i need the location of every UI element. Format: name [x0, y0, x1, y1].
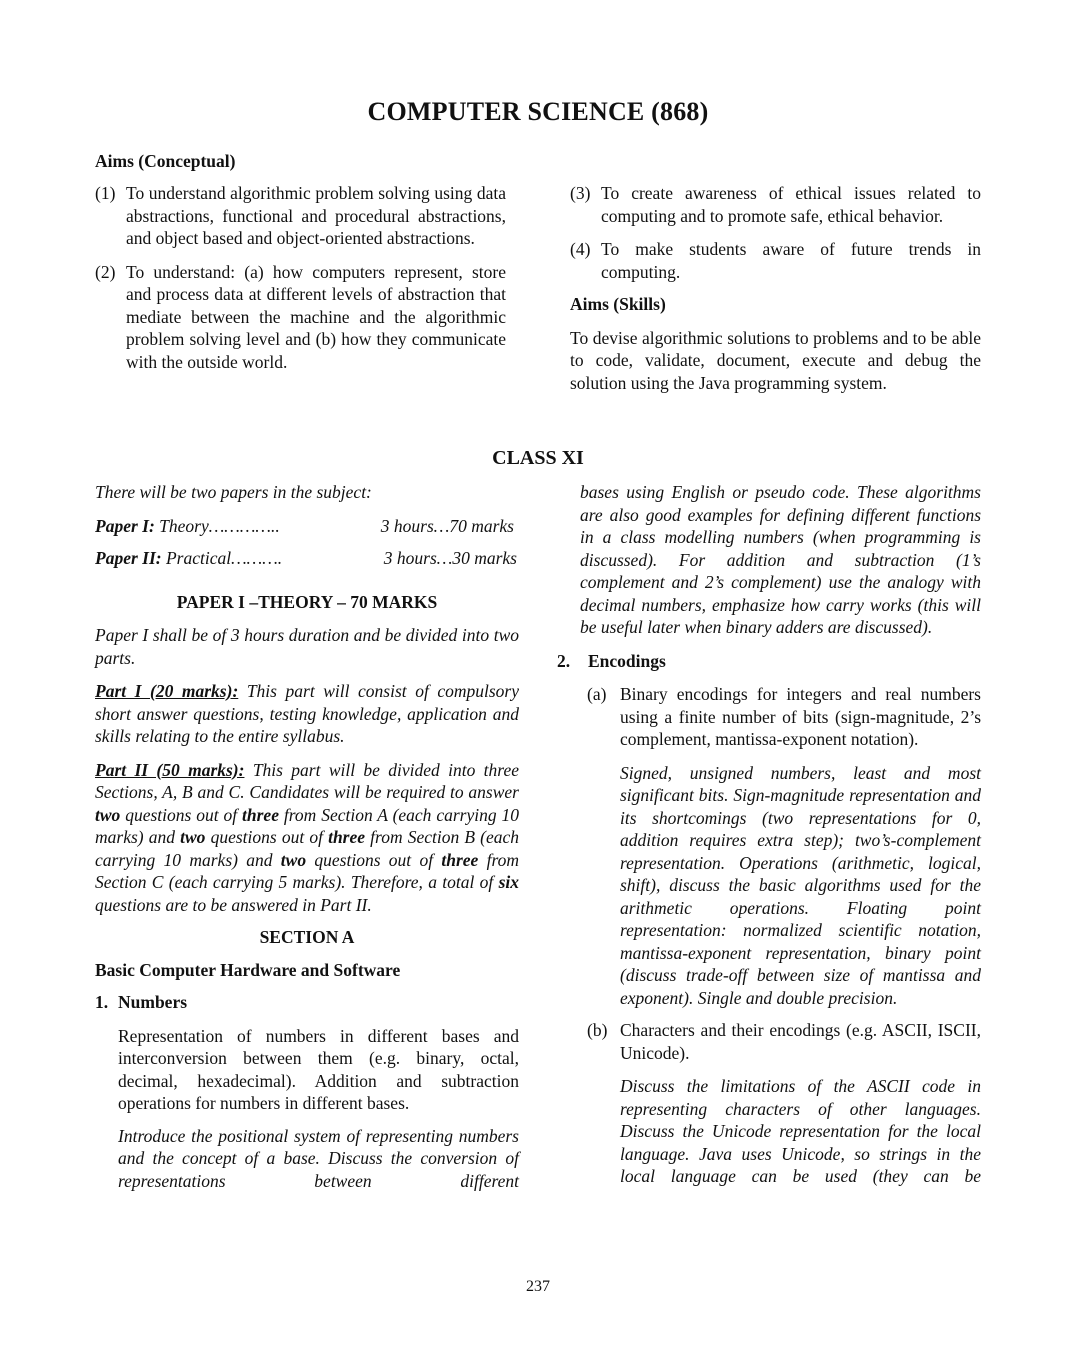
- part-2-emphasis: three: [441, 849, 479, 870]
- aim-item-3: [570, 182, 981, 227]
- numbers-note-continued: bases using English or pseudo code. These algorithms are also good examples for defining different functions in a class modelling numbers (when programming is discussed). For addition and subtraction (1’s complement and 2’s complement) use the analogy with decimal numbers, emphasize how carry works (this will be useful later when binary adders are discussed).: [580, 482, 981, 637]
- encoding-a-note: Signed, unsigned numbers, least and most significant bits. Sign-magnitude representation and its shortcomings (two representations for 0, addition requires extra step); two’s-complement representation. Operations (arithmetic, logical, shift), discuss the basic algorithms used for the arithmetic operations. Floating point representation: normalized scientific notation, mantissa-exponent representation, binary point (discuss trade-off between size of mantissa and exponent). Single and double precision.: [620, 762, 981, 1008]
- part-2-emphasis: two: [280, 849, 307, 870]
- aim-item-4: [570, 238, 981, 283]
- part-2-emphasis: three: [328, 827, 366, 847]
- part-2-paragraph: [95, 759, 519, 917]
- numbers-heading: [95, 991, 519, 1014]
- section-a-heading: SECTION A: [259, 927, 355, 947]
- right-column: [557, 481, 981, 1188]
- paper-theory-intro: Paper I shall be of 3 hours duration and be divided into two parts.: [95, 625, 519, 668]
- aims-conceptual-right: [570, 182, 981, 394]
- part-2-text: from Section C (each carrying 5 marks). Therefore, a total of: [95, 849, 520, 892]
- aim-number: (3): [570, 183, 591, 203]
- part-2-text: from Section A (each carrying 10 marks) and: [95, 804, 520, 847]
- aim-item-1: [95, 182, 506, 250]
- paper-2-name: [95, 547, 282, 570]
- part-1-text: This part will consist of compulsory short answer questions, testing knowledge, application and skills relating to the entire syllabus.: [95, 681, 520, 746]
- encoding-item-number: (a): [587, 684, 607, 704]
- class-heading: CLASS XI: [492, 447, 584, 469]
- paper-1-row: [95, 515, 519, 538]
- aims-skills-text: To devise algorithmic solutions to problems and to be able to code, validate, document, execute and debug the solution using the Java programming system.: [570, 327, 981, 393]
- encoding-b-note: Discuss the limitations of the ASCII code in representing characters of other languages. Discuss the Unicode representation for the local language. Java uses Unicode, so strings in the local language can be used (they can be: [620, 1076, 981, 1186]
- aims-skills-heading: Aims (Skills): [570, 294, 666, 314]
- part-1-paragraph: [95, 680, 519, 748]
- paper-1-title: Theory…………..: [159, 515, 280, 536]
- part-2-emphasis: two: [180, 827, 206, 847]
- part-2-text: questions out of: [210, 827, 323, 847]
- encodings-title: Encodings: [588, 650, 666, 671]
- numbers-text: Representation of numbers in different bases and interconversion between them (e.g. binary, octal, decimal, hexadecimal). Addition and subtraction operations for numbers in different bases.: [118, 1025, 519, 1113]
- section-a-subheading: Basic Computer Hardware and Software: [95, 959, 401, 980]
- aim-number: (1): [95, 183, 116, 203]
- paper-2-title: Practical……….: [165, 548, 283, 568]
- numbers-title: Numbers: [118, 992, 188, 1012]
- aims-conceptual-heading: Aims (Conceptual): [95, 151, 236, 171]
- numbers-number: 1.: [95, 992, 109, 1012]
- aim-text: To make students aware of future trends in computing.: [601, 239, 981, 282]
- papers-intro: There will be two papers in the subject:: [95, 482, 372, 502]
- part-2-label: Part II (50 marks):: [95, 759, 245, 780]
- encoding-item-text: Characters and their encodings (e.g. ASCII, ISCII, Unicode).: [620, 1020, 981, 1063]
- part-1-label: Part I (20 marks):: [95, 681, 239, 701]
- paper-1-label: Paper I:: [95, 515, 155, 536]
- page-title: COMPUTER SCIENCE (868): [367, 97, 709, 126]
- encodings-number: 2.: [557, 650, 571, 671]
- encoding-item-number: (b): [587, 1020, 608, 1040]
- part-2-emphasis: three: [242, 804, 279, 825]
- page-number: 237: [526, 1278, 550, 1295]
- aim-text: To understand algorithmic problem solving using data abstractions, functional and procedural abstractions, and object based and object-oriented abstractions.: [126, 183, 506, 248]
- paper-1-name: [95, 515, 280, 538]
- left-column: [95, 481, 519, 1192]
- part-2-emphasis: six: [498, 872, 519, 892]
- aim-number: (4): [570, 239, 591, 259]
- aim-text: To create awareness of ethical issues related to computing and to promote safe, ethical behavior.: [601, 183, 981, 226]
- encoding-item-a: [587, 683, 981, 751]
- aim-text: To understand: (a) how computers represent, store and process data at different levels of abstraction that mediate between the machine and the algorithmic problem solving level and (b) how they communicate with the outside world.: [126, 261, 506, 372]
- numbers-note: Introduce the positional system of representing numbers and the concept of a base. Discuss the conversion of representations between different: [118, 1125, 519, 1191]
- paper-2-detail: 3 hours…30 marks: [383, 548, 517, 568]
- part-2-emphasis: two: [95, 804, 121, 825]
- encoding-item-b: [587, 1019, 981, 1064]
- part-2-text: questions out of: [125, 804, 238, 825]
- aims-conceptual-left: [95, 182, 506, 373]
- paper-theory-heading: PAPER I –THEORY – 70 MARKS: [176, 591, 438, 612]
- aim-item-2: [95, 261, 506, 374]
- paper-2-label: Paper II:: [95, 548, 162, 568]
- part-2-text: questions out of: [314, 849, 434, 870]
- paper-2-row: [95, 547, 519, 570]
- part-2-text: from Section B (each carrying 10 marks) and: [95, 827, 520, 870]
- paper-1-detail: 3 hours…70 marks: [380, 515, 514, 536]
- encodings-heading: [557, 650, 981, 673]
- part-2-text: This part will be divided into three Sections, A, B and C. Candidates will be required to answer: [95, 759, 519, 802]
- aim-number: (2): [95, 261, 116, 282]
- part-2-text: questions are to be answered in Part II.: [95, 894, 372, 915]
- encoding-item-text: Binary encodings for integers and real numbers using a finite number of bits (sign-magnitude, 2’s complement, mantissa-exponent notation).: [620, 684, 981, 749]
